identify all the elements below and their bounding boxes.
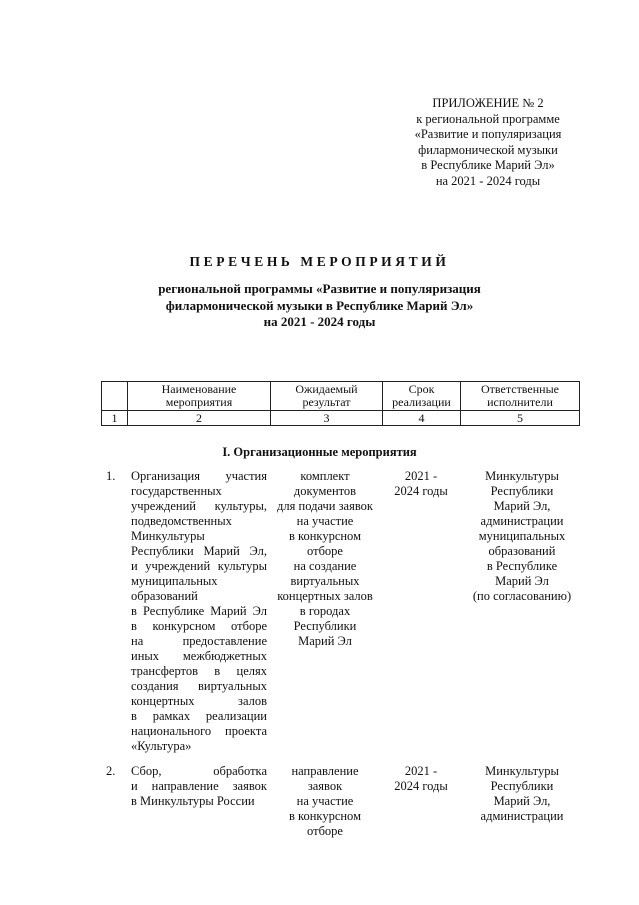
header-cell-executors: Ответственные исполнители — [461, 382, 580, 411]
header-cell-result: Ожидаемый результат — [271, 382, 383, 411]
executor-line: администрации — [480, 809, 564, 823]
result-line: на создание — [293, 559, 357, 573]
executor-line: муниципальных — [478, 529, 566, 543]
row-term — [381, 469, 461, 499]
row-executors — [467, 469, 577, 604]
name-line: образований — [131, 589, 198, 603]
executor-line: образований — [488, 544, 556, 558]
appendix-line: в Республике Марий Эл» — [421, 158, 555, 172]
row-name — [131, 764, 267, 809]
section-title: I. Организационные мероприятия — [222, 445, 417, 459]
name-line: «Культура» — [131, 739, 192, 753]
name-line: в Минкультуры России — [131, 794, 255, 808]
header-cell-term: Срок реализации — [383, 382, 461, 411]
appendix-line: к региональной программе — [416, 111, 560, 126]
result-line: в конкурсном — [289, 529, 361, 543]
executor-line: Марий Эл, — [493, 794, 551, 808]
result-line: Республики — [293, 619, 357, 633]
subtitle-line: региональной программы «Развитие и популяризация — [158, 281, 481, 296]
name-line: Минкультуры — [131, 529, 205, 543]
appendix-block — [388, 96, 588, 189]
term-line: 2024 годы — [394, 484, 448, 498]
executor-line: администрации — [480, 514, 564, 528]
executor-line: Марий Эл, — [493, 499, 551, 513]
result-line: направление — [291, 764, 359, 778]
result-line: отборе — [307, 824, 343, 838]
row-term — [381, 764, 461, 794]
name-line: трансфертов в целях — [131, 664, 267, 678]
name-line: в конкурсном отборе — [131, 619, 267, 633]
row-name — [131, 469, 267, 754]
name-line: в рамках реализации — [131, 709, 267, 723]
row-number: 1. — [106, 469, 116, 483]
name-line: муниципальных — [131, 574, 218, 588]
result-line: документов — [293, 484, 357, 498]
name-line: в Республике Марий Эл — [131, 604, 267, 618]
result-line: заявок — [307, 779, 343, 793]
name-line: и учреждений культуры — [131, 559, 267, 573]
subtitle-line: филармонической музыки в Республике Марий Эл» — [165, 297, 474, 313]
executor-line: Республики — [490, 484, 554, 498]
executor-line: Республики — [490, 779, 554, 793]
appendix-line: филармонической музыки — [418, 142, 558, 157]
name-line: и направление заявок — [131, 779, 267, 793]
table-header — [101, 381, 580, 426]
header-number-row — [102, 411, 580, 426]
appendix-line: ПРИЛОЖЕНИЕ № 2 — [432, 96, 544, 110]
row-executors — [467, 764, 577, 824]
name-line: иных межбюджетных — [131, 649, 267, 663]
term-line: 2021 - — [404, 764, 438, 778]
appendix-line: на 2021 - 2024 годы — [435, 173, 541, 188]
result-line: на участие — [296, 514, 354, 528]
result-line: в конкурсном — [289, 809, 361, 823]
name-line: создания виртуальных — [131, 679, 267, 693]
row-result — [272, 764, 378, 839]
name-line: Сбор, обработка — [131, 764, 267, 778]
executor-line: Минкультуры — [485, 764, 559, 778]
executor-line: (по согласованию) — [472, 589, 572, 603]
name-line: концертных залов — [131, 694, 267, 708]
result-line: в городах — [299, 604, 351, 618]
header-cell-name: Наименование мероприятия — [128, 382, 271, 411]
result-line: комплект — [300, 469, 350, 483]
result-line: концертных залов — [277, 589, 373, 603]
column-number: 1 — [102, 411, 128, 426]
name-line: подведомственных — [131, 514, 232, 528]
name-line: учреждений культуры, — [131, 499, 267, 513]
result-line: для подачи заявок — [277, 499, 373, 513]
appendix-line: «Развитие и популяризация — [414, 127, 562, 141]
executor-line: Марий Эл — [495, 574, 549, 588]
name-line: на предоставление — [131, 634, 267, 648]
column-number: 4 — [383, 411, 461, 426]
column-number: 5 — [461, 411, 580, 426]
row-number: 2. — [106, 764, 116, 778]
executor-line: в Республике — [486, 559, 558, 573]
header-label-row — [102, 382, 580, 411]
name-line: национального проекта — [131, 724, 267, 738]
name-line: государственных — [131, 484, 222, 498]
result-line: на участие — [296, 794, 354, 808]
name-line: Республики Марий Эл, — [131, 544, 267, 558]
row-result — [272, 469, 378, 649]
name-line: Организация участия — [131, 469, 267, 483]
document-subtitle — [0, 281, 639, 331]
document-title: ПЕРЕЧЕНЬ МЕРОПРИЯТИЙ — [189, 254, 450, 269]
result-line: отборе — [307, 544, 343, 558]
column-number: 2 — [128, 411, 271, 426]
column-number: 3 — [271, 411, 383, 426]
term-line: 2021 - — [404, 469, 438, 483]
term-line: 2024 годы — [394, 779, 448, 793]
result-line: виртуальных — [290, 574, 360, 588]
result-line: Марий Эл — [298, 634, 352, 648]
header-cell-num — [102, 382, 128, 411]
subtitle-line: на 2021 - 2024 годы — [263, 314, 376, 329]
executor-line: Минкультуры — [485, 469, 559, 483]
